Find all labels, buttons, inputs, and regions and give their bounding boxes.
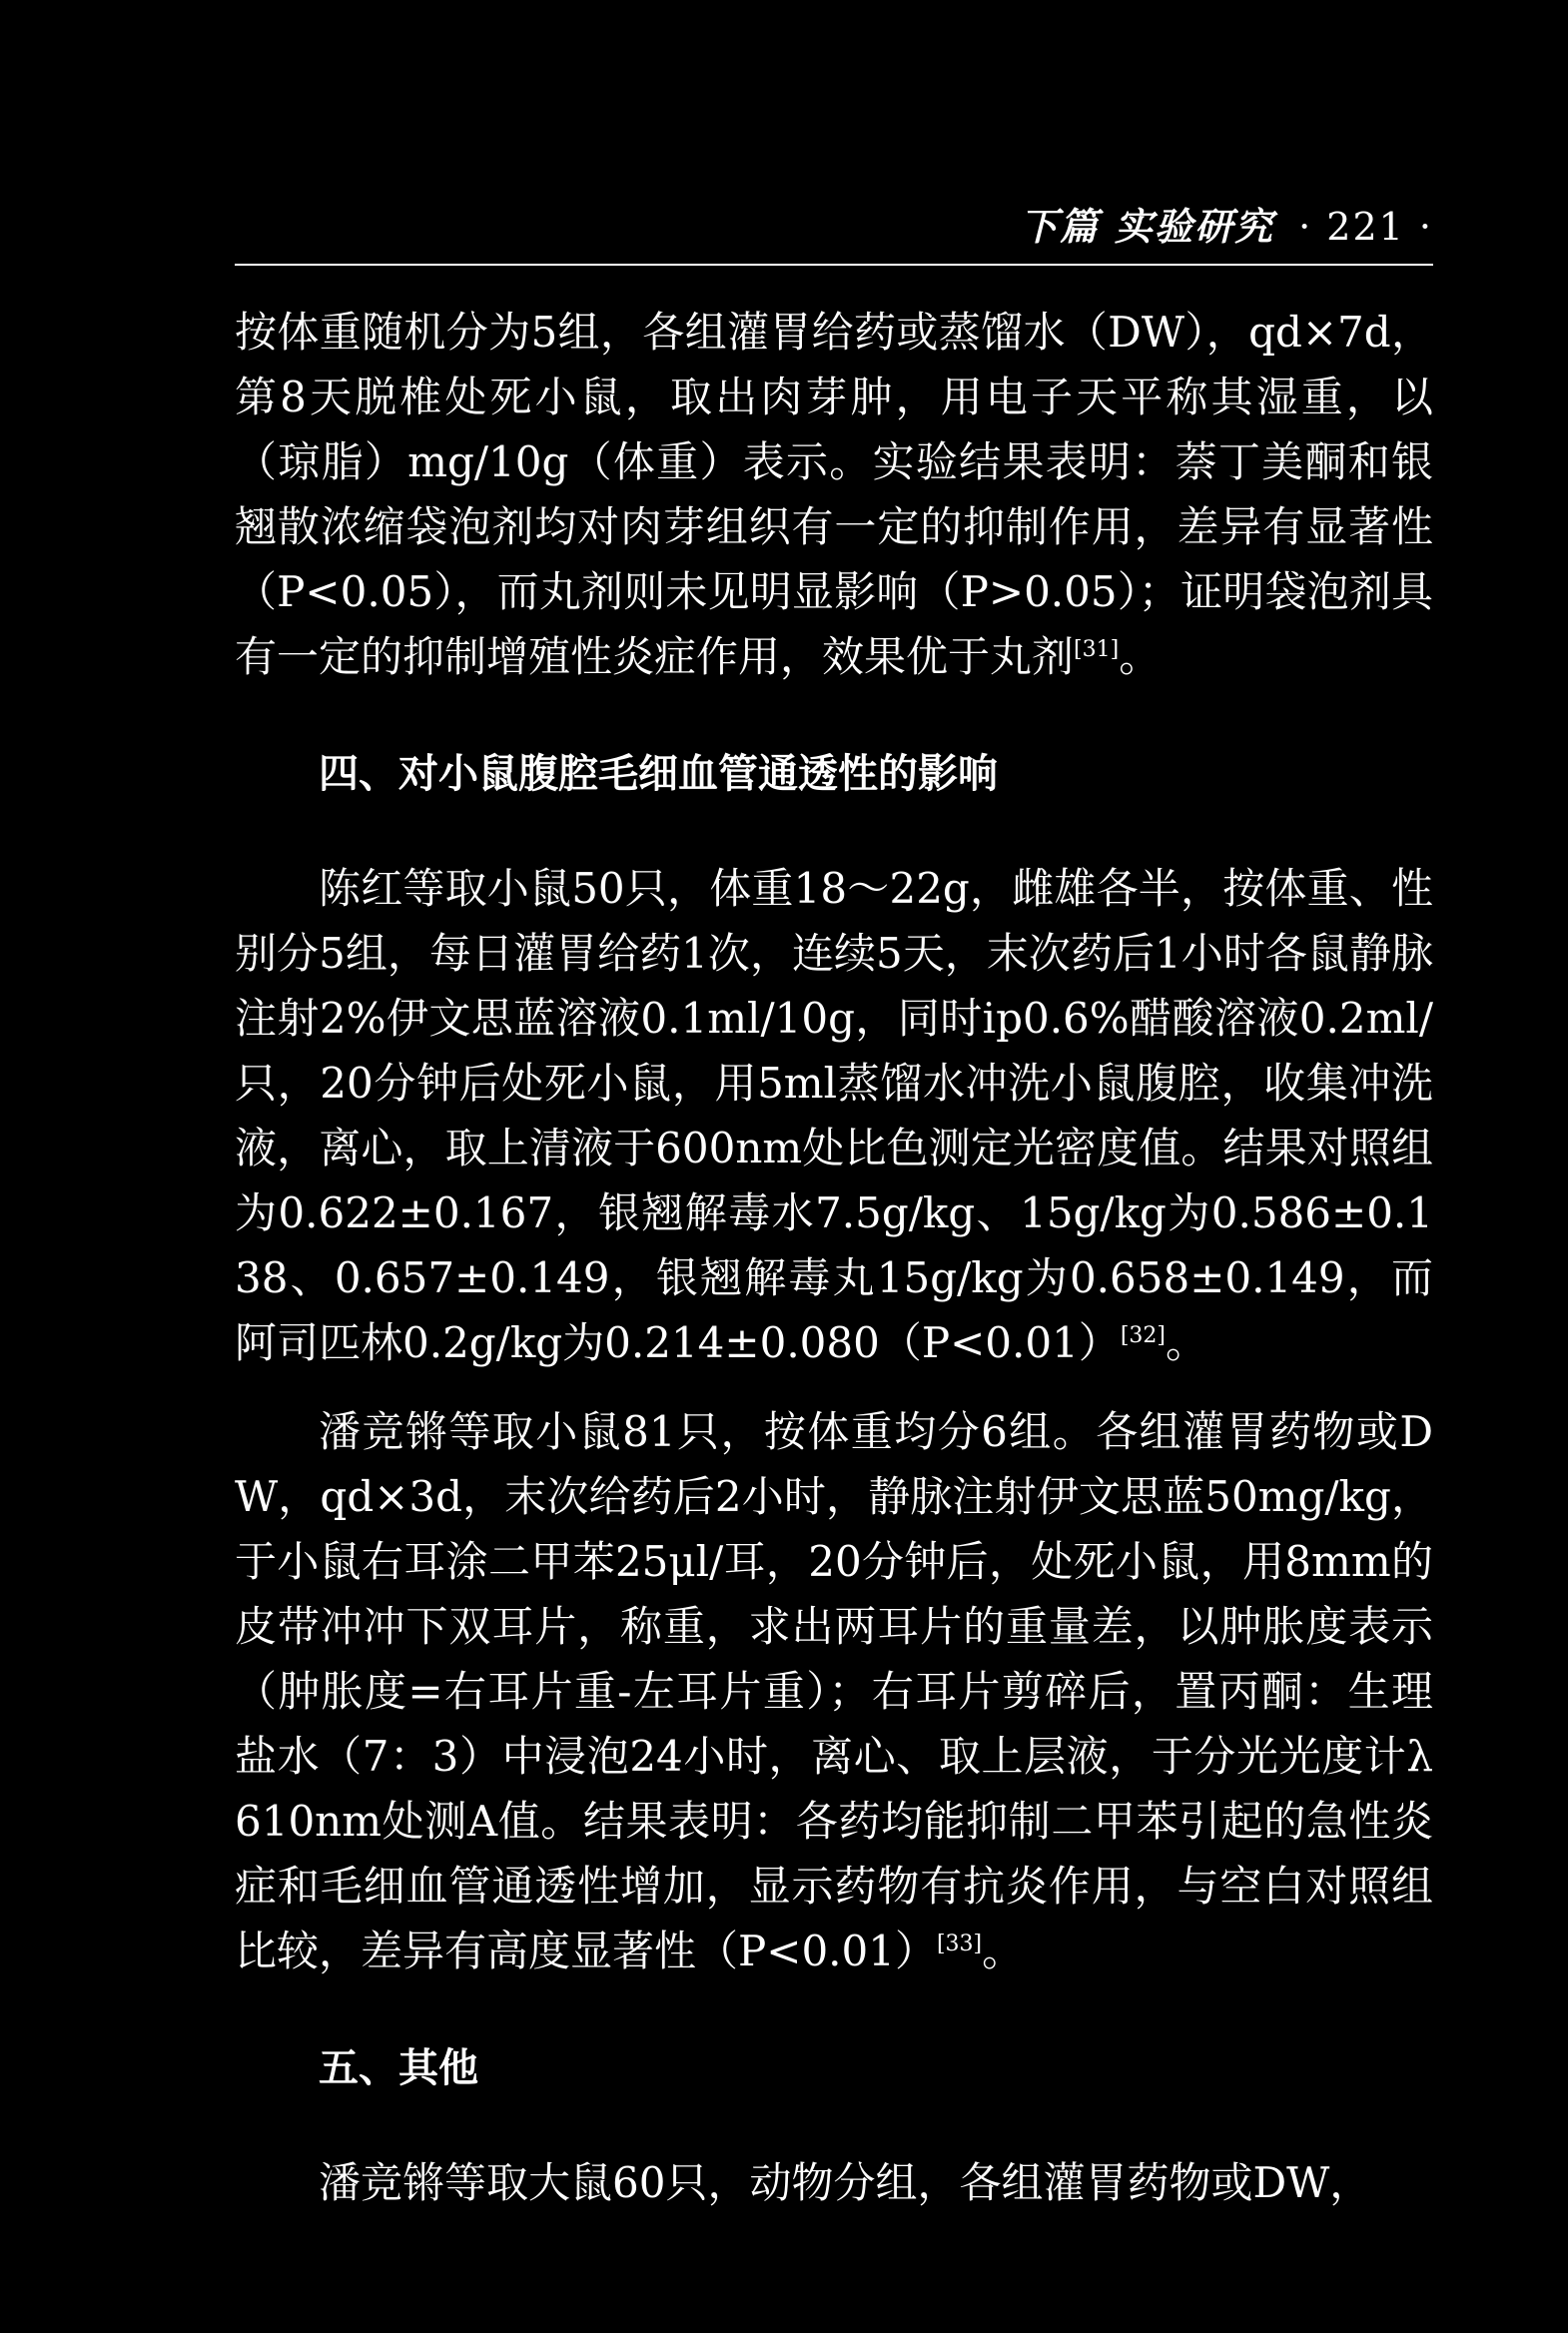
paragraph-text: 按体重随机分为5组，各组灌胃给药或蒸馏水（DW），qd×7d，第8天脱椎处死小鼠，取出肉芽肿，用电子天平称其湿重，以（琼脂）mg/10g（体重）表示。实验结果表明：萘丁美酮和银翘散浓缩袋泡剂均对肉芽组织有一定的抑制作用，差异有显著性（P<0.05），而丸剂则未见明显影响（P>0.05）；证明袋泡剂具有一定的抑制增殖性炎症作用，效果优于丸剂: [235, 308, 1433, 681]
header-rule: [235, 264, 1433, 266]
paragraph-end: 。: [1119, 632, 1162, 681]
citation-ref: [33]: [936, 1932, 983, 1956]
section-heading-5: 五、其他: [319, 2045, 478, 2091]
paragraph-text: 潘竞锵等取大鼠60只，动物分组，各组灌胃药物或DW，: [319, 2158, 1372, 2207]
section-heading-4: 四、对小鼠腹腔毛细血管通透性的影响: [319, 751, 998, 797]
body-text: [235, 300, 1433, 2215]
running-header: [235, 196, 1433, 252]
paragraph-continued: [235, 300, 1433, 689]
paragraph-text: 潘竞锵等取小鼠81只，按体重均分6组。各组灌胃药物或DW，qd×3d，末次给药后2小时，静脉注射伊文思蓝50mg/kg，于小鼠右耳涂二甲苯25μl/耳，20分钟后，处死小鼠，用8mm的皮带冲冲下双耳片，称重，求出两耳片的重量差，以肿胀度表示（肿胀度=右耳片重-左耳片重）；右耳片剪碎后，置丙酮：生理盐水（7：3）中浸泡24小时，离心、取上层液，于分光光度计λ610nm处测A值。结果表明：各药均能抑制二甲苯引起的急性炎症和毛细血管通透性增加，显示药物有抗炎作用，与空白对照组比较，差异有高度显著性（P<0.01）: [235, 1407, 1433, 1975]
page-number: · 221 ·: [1298, 205, 1433, 249]
paragraph: [235, 2150, 1433, 2215]
header-section-title: 下篇 实验研究: [1019, 205, 1275, 249]
citation-ref: [31]: [1074, 637, 1120, 662]
paragraph-end: 。: [1165, 1318, 1207, 1367]
paragraph: [235, 1399, 1433, 1983]
citation-ref: [32]: [1120, 1323, 1166, 1348]
paragraph-end: 。: [982, 1927, 1025, 1975]
paragraph: [235, 856, 1433, 1375]
paragraph-text: 陈红等取小鼠50只，体重18～22g，雌雄各半，按体重、性别分5组，每日灌胃给药1次，连续5天，末次药后1小时各鼠静脉注射2%伊文思蓝溶液0.1ml/10g，同时ip0.6%醋酸溶液0.2ml/只，20分钟后处死小鼠，用5ml蒸馏水冲洗小鼠腹腔，收集冲洗液，离心，取上清液于600nm处比色测定光密度值。结果对照组为0.622±0.167，银翘解毒水7.5g/kg、15g/kg为0.586±0.138、0.657±0.149，银翘解毒丸15g/kg为0.658±0.149，而阿司匹林0.2g/kg为0.214±0.080（P<0.01）: [235, 864, 1433, 1367]
